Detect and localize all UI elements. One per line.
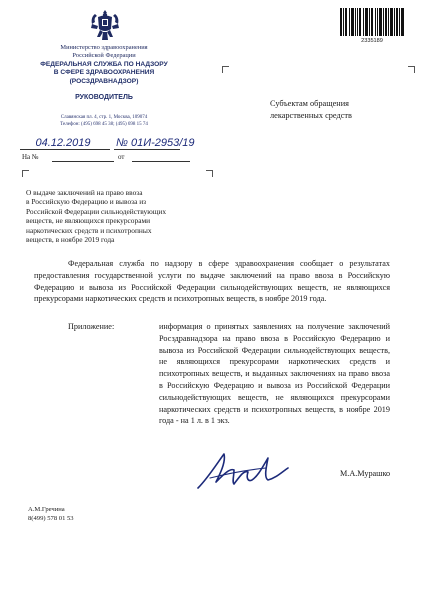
barcode <box>340 8 404 48</box>
reference-row <box>22 152 190 164</box>
number-underline <box>114 149 180 150</box>
corner-bracket <box>222 66 229 73</box>
letter-body: Федеральная служба по надзору в сфере здравоохранения сообщает о результатах предоставления государственной услуги по выдаче заключений на право ввоза в Российскую Федерацию и вывоза из Российской Федерации сильнодействующих веществ, не являющихся прекурсорами наркотических средств и психотропных веществ, в ноябре 2019 года. <box>34 259 390 304</box>
executor-phone: 8(499) 578 01 53 <box>28 514 74 522</box>
registration-date: 04.12.2019 <box>35 137 91 149</box>
subject-line: веществ, не являющихся прекурсорами <box>26 216 151 226</box>
position-title: РУКОВОДИТЕЛЬ <box>75 94 133 101</box>
barcode-icon <box>340 8 404 36</box>
ministry-line: Министерство здравоохранения <box>60 44 148 51</box>
ref-from-label: от <box>118 153 125 161</box>
ref-date-line <box>132 161 190 162</box>
signer-name: М.А.Мурашко <box>340 469 391 478</box>
registration-number: № 01И-2953/19 <box>116 137 195 149</box>
subject-line: веществ, в ноябре 2019 года <box>26 235 115 245</box>
subject-block <box>26 188 206 244</box>
russian-double-headed-eagle-icon <box>88 6 122 42</box>
service-line: (РОСЗДРАВНАДЗОР) <box>69 77 139 85</box>
ministry-line: Российской Федерации <box>72 51 136 59</box>
address-block <box>28 115 180 128</box>
service-name <box>18 61 190 86</box>
executor-block <box>28 506 74 523</box>
registration-line <box>20 135 195 151</box>
date-underline <box>20 149 110 150</box>
executor-name: А.М.Гречина <box>28 506 65 513</box>
attachment-text: информация о принятых заявлениях на получение заключений Росздравнадзора на право ввоза в Российскую Федерацию и вывоза из Российской Федерации сильнодействующих веществ, не являющихся прекурсорами наркотических средств и психотропных веществ, и выданных заключениях на право ввоза в Российскую Федерацию и вывоза из Российской Федерации сильнодействующих веществ, не являющихся прекурсорами наркотических средств и психотропных веществ, в ноябре 2019 года - на 1 л. в 1 экз. <box>159 322 390 426</box>
ref-number-line <box>52 161 114 162</box>
subject-line: Российской Федерации сильнодействующих <box>26 206 167 216</box>
subject-line: О выдаче заключений на право ввоза <box>26 188 143 197</box>
signature-icon <box>196 448 290 492</box>
ref-label: На № <box>22 153 39 161</box>
attachment-label: Приложение: <box>68 322 115 331</box>
corner-bracket <box>408 66 415 73</box>
service-line: В СФЕРЕ ЗДРАВООХРАНЕНИЯ <box>53 69 155 77</box>
corner-bracket <box>22 170 29 177</box>
address-line: Славянская пл. 4, стр. 1, Москва, 109074 <box>60 115 148 120</box>
subject-line: наркотических средств и психотропных <box>26 225 152 235</box>
recipient-block <box>270 98 400 122</box>
recipient-line: Субъектам обращения <box>270 99 349 108</box>
barcode-number: 2335189 <box>361 38 383 44</box>
subject-line: в Российскую Федерацию и вывоза из <box>26 197 147 207</box>
corner-bracket <box>206 170 213 177</box>
ministry-name <box>28 44 180 59</box>
service-line: ФЕДЕРАЛЬНАЯ СЛУЖБА ПО НАДЗОРУ <box>40 61 168 68</box>
recipient-line: лекарственных средств <box>270 111 352 120</box>
address-line: Телефон: (495) 698 45 38; (495) 698 15 74 <box>60 121 148 127</box>
